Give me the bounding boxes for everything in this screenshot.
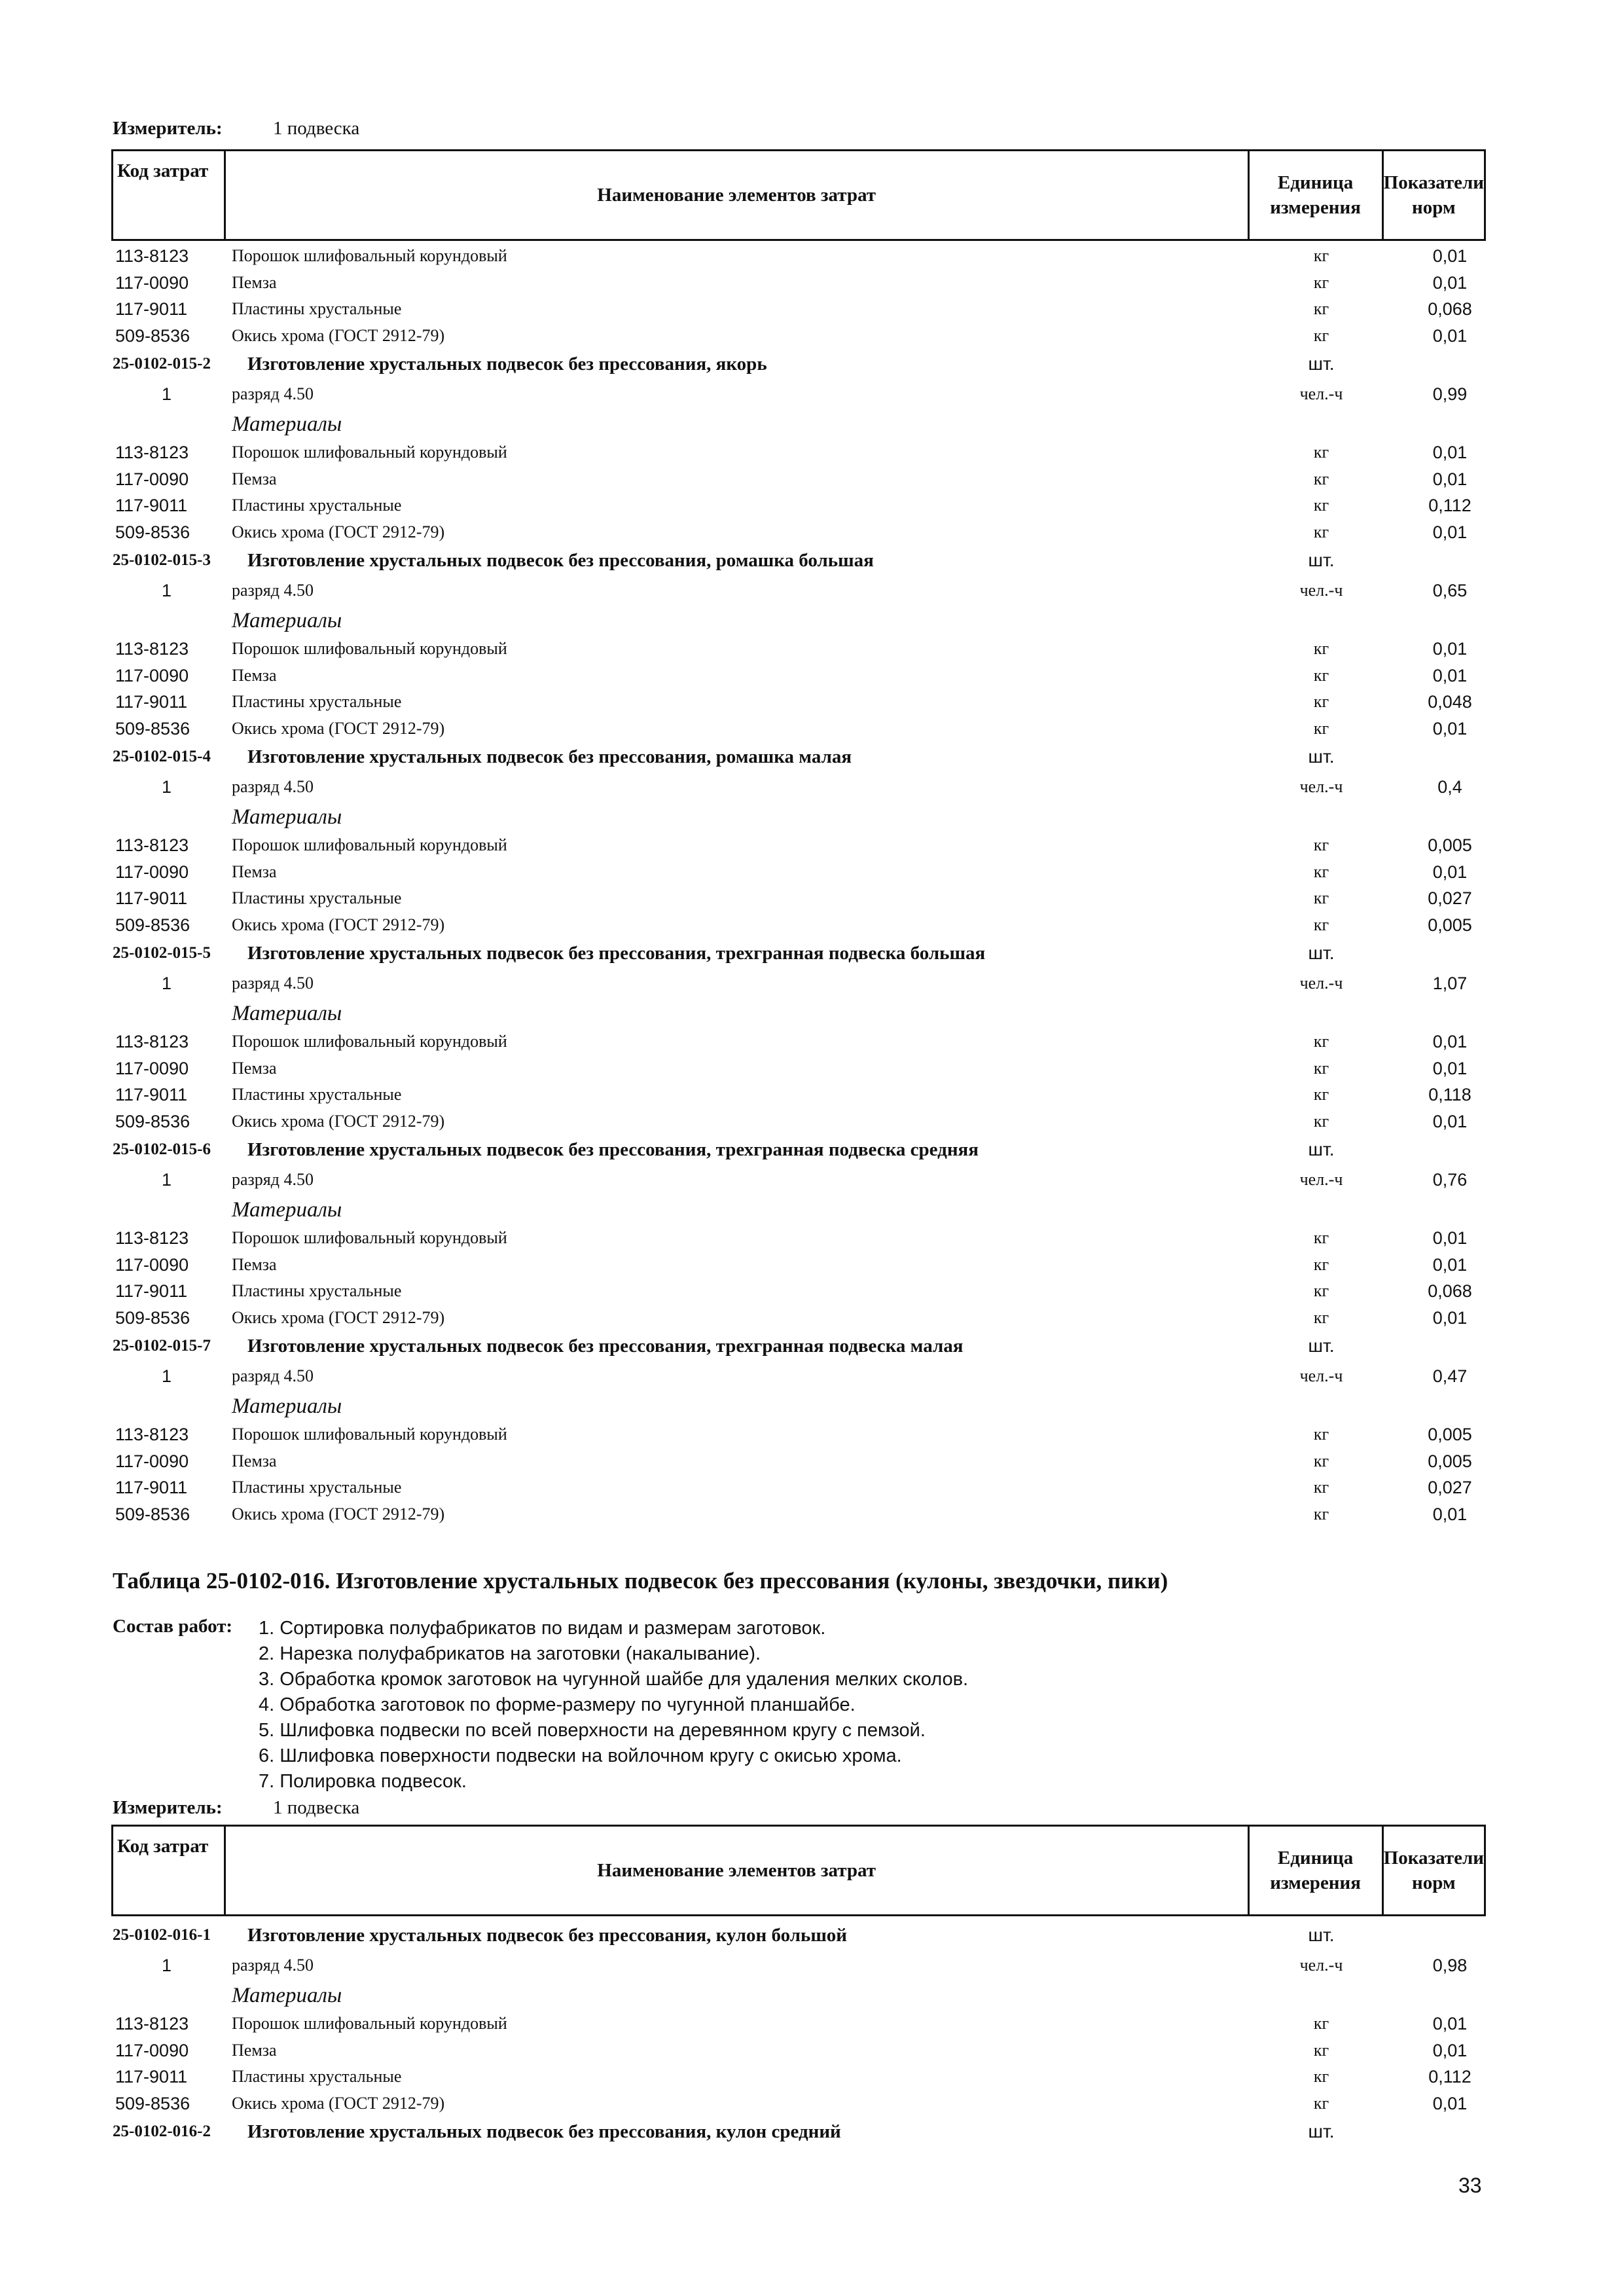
norm-value: 0,01 bbox=[1432, 1228, 1468, 1248]
cost-code: 117-0090 bbox=[115, 665, 189, 685]
element-name: Пемза bbox=[232, 469, 277, 488]
cost-code: 117-0090 bbox=[115, 1451, 189, 1471]
unit: кг bbox=[1313, 1451, 1329, 1470]
norm-value: 0,01 bbox=[1432, 325, 1468, 346]
unit: кг bbox=[1313, 522, 1329, 541]
measurer-value: 1 подвеска bbox=[273, 118, 360, 139]
table2-title: Таблица 25-0102-016. Изготовление хрустальных подвесок без прессования (кулоны, звездочки, пики) bbox=[113, 1568, 1168, 1594]
work-label: Состав работ: bbox=[113, 1616, 233, 1637]
table1-header bbox=[111, 149, 1486, 241]
norm-value: 0,01 bbox=[1432, 1111, 1468, 1131]
cost-code: 509-8536 bbox=[115, 522, 190, 542]
labor-row bbox=[111, 379, 1486, 409]
page-number: 33 bbox=[1458, 2174, 1482, 2197]
material-row bbox=[111, 1501, 1486, 1528]
unit: чел.-ч bbox=[1299, 1366, 1343, 1385]
element-name: Порошок шлифовальный корундовый bbox=[232, 1425, 507, 1444]
labor-number: 1 bbox=[162, 974, 172, 993]
header-name: Наименование элементов затрат bbox=[226, 151, 1250, 239]
element-name: Окись хрома (ГОСТ 2912-79) bbox=[232, 522, 445, 541]
work-item: 4. Обработка заготовок по форме-размеру по чугунной планшайбе. bbox=[259, 1694, 856, 1715]
cost-code: 509-8536 bbox=[115, 718, 190, 738]
header2-unit-line2: измерения bbox=[1270, 1872, 1361, 1893]
cost-code: 113-8123 bbox=[115, 1228, 189, 1248]
labor-row bbox=[111, 772, 1486, 802]
work-item: 7. Полировка подвесок. bbox=[259, 1771, 467, 1792]
materials-label-row bbox=[111, 606, 1486, 636]
unit: шт. bbox=[1308, 943, 1335, 963]
norm-code: 25-0102-015-4 bbox=[113, 748, 211, 765]
unit: кг bbox=[1313, 1111, 1329, 1131]
material-row bbox=[111, 663, 1486, 689]
element-name: Пемза bbox=[232, 272, 277, 292]
cost-code: 117-9011 bbox=[115, 1281, 188, 1301]
norm-code: 25-0102-015-7 bbox=[113, 1337, 211, 1355]
unit: шт. bbox=[1308, 354, 1335, 374]
element-name: Окись хрома (ГОСТ 2912-79) bbox=[232, 1307, 445, 1327]
element-name: Пластины хрустальные bbox=[232, 496, 402, 515]
material-row bbox=[111, 296, 1486, 323]
labor-row bbox=[111, 1165, 1486, 1195]
material-row bbox=[111, 832, 1486, 859]
unit: кг bbox=[1313, 835, 1329, 854]
norm-value: 0,4 bbox=[1437, 777, 1462, 797]
cost-code: 117-0090 bbox=[115, 1254, 189, 1275]
header-unit-line1: Единица bbox=[1277, 172, 1354, 193]
norm-value: 0,99 bbox=[1432, 384, 1468, 404]
unit: чел.-ч bbox=[1299, 1956, 1343, 1975]
unit: чел.-ч bbox=[1299, 777, 1343, 796]
unit: кг bbox=[1313, 1085, 1329, 1104]
norm-value: 0,01 bbox=[1432, 272, 1468, 293]
cost-code: 117-9011 bbox=[115, 496, 188, 515]
cost-code: 117-9011 bbox=[115, 299, 188, 319]
cost-code: 113-8123 bbox=[115, 1032, 189, 1051]
element-name: Окись хрома (ГОСТ 2912-79) bbox=[232, 1504, 445, 1523]
norm-heading-row bbox=[111, 545, 1486, 575]
norm-value: 0,005 bbox=[1428, 835, 1472, 855]
material-row bbox=[111, 1108, 1486, 1135]
material-row bbox=[111, 636, 1486, 663]
norm-code: 25-0102-016-2 bbox=[113, 2123, 211, 2140]
element-name: Пемза bbox=[232, 2040, 277, 2060]
norm-value: 0,01 bbox=[1432, 1307, 1468, 1328]
unit: кг bbox=[1313, 1032, 1329, 1051]
work-item: 2. Нарезка полуфабрикатов на заготовки (накалывание). bbox=[259, 1643, 761, 1664]
element-name: Порошок шлифовальный корундовый bbox=[232, 443, 507, 462]
cost-code: 117-0090 bbox=[115, 1058, 189, 1078]
material-row bbox=[111, 1278, 1486, 1305]
header-unit bbox=[1250, 151, 1384, 239]
materials-label-row bbox=[111, 1980, 1486, 2011]
element-name: Порошок шлифовальный корундовый bbox=[232, 2014, 507, 2033]
materials-label: Материалы bbox=[232, 412, 342, 436]
labor-row bbox=[111, 968, 1486, 998]
element-name: Пластины хрустальные bbox=[232, 299, 402, 318]
labor-row bbox=[111, 1950, 1486, 1980]
unit: кг bbox=[1313, 639, 1329, 658]
measurer-line-2 bbox=[113, 1797, 359, 1819]
norm-value: 0,01 bbox=[1432, 718, 1468, 738]
norm-value: 0,76 bbox=[1432, 1170, 1468, 1190]
norm-value: 0,112 bbox=[1428, 2067, 1471, 2086]
materials-label: Материалы bbox=[232, 1198, 342, 1222]
unit: кг bbox=[1313, 1425, 1329, 1444]
header2-norm bbox=[1384, 1827, 1484, 1914]
material-row bbox=[111, 519, 1486, 546]
cost-code: 117-9011 bbox=[115, 1478, 188, 1497]
table1-body bbox=[111, 243, 1486, 1527]
cost-code: 113-8123 bbox=[115, 639, 189, 659]
element-name: Окись хрома (ГОСТ 2912-79) bbox=[232, 1111, 445, 1131]
cost-code: 509-8536 bbox=[115, 1504, 190, 1524]
material-row bbox=[111, 1421, 1486, 1448]
material-row bbox=[111, 1305, 1486, 1332]
material-row bbox=[111, 1448, 1486, 1475]
unit: кг bbox=[1313, 1228, 1329, 1247]
norm-value: 1,07 bbox=[1432, 974, 1468, 993]
material-row bbox=[111, 1055, 1486, 1082]
norm-value: 0,01 bbox=[1432, 443, 1468, 462]
header-code: Код затрат bbox=[113, 151, 226, 239]
unit: кг bbox=[1313, 496, 1329, 515]
unit: кг bbox=[1313, 718, 1329, 738]
unit: чел.-ч bbox=[1299, 384, 1343, 403]
norm-value: 0,068 bbox=[1428, 1281, 1472, 1301]
unit: шт. bbox=[1308, 2121, 1335, 2141]
measurer-line-1 bbox=[113, 118, 359, 139]
labor-row bbox=[111, 1361, 1486, 1391]
norm-heading-row bbox=[111, 2117, 1486, 2147]
norm-value: 0,01 bbox=[1432, 469, 1468, 489]
labor-grade: разряд 4.50 bbox=[232, 777, 314, 796]
cost-code: 117-0090 bbox=[115, 862, 189, 882]
cost-code: 113-8123 bbox=[115, 443, 189, 462]
materials-label: Материалы bbox=[232, 805, 342, 829]
unit: кг bbox=[1313, 299, 1329, 318]
norm-heading-row bbox=[111, 938, 1486, 968]
element-name: Пластины хрустальные bbox=[232, 2067, 402, 2086]
work-item: 6. Шлифовка поверхности подвески на войлочном кругу с окисью хрома. bbox=[259, 1745, 902, 1766]
element-name: Окись хрома (ГОСТ 2912-79) bbox=[232, 2093, 445, 2113]
materials-label: Материалы bbox=[232, 609, 342, 632]
element-name: Порошок шлифовальный корундовый bbox=[232, 835, 507, 854]
measurer-value-2: 1 подвеска bbox=[273, 1797, 360, 1818]
norm-heading-row bbox=[111, 1920, 1486, 1950]
norm-value: 0,01 bbox=[1432, 2014, 1468, 2033]
element-name: Пемза bbox=[232, 1058, 277, 1078]
norm-value: 0,112 bbox=[1428, 496, 1471, 515]
labor-grade: разряд 4.50 bbox=[232, 384, 314, 403]
header2-unit bbox=[1250, 1827, 1384, 1914]
unit: кг bbox=[1313, 1307, 1329, 1327]
norm-title: Изготовление хрустальных подвесок без прессования, ромашка большая bbox=[247, 550, 874, 571]
labor-number: 1 bbox=[162, 1170, 172, 1190]
unit: кг bbox=[1313, 862, 1329, 881]
labor-grade: разряд 4.50 bbox=[232, 1170, 314, 1189]
header2-unit-line1: Единица bbox=[1277, 1848, 1354, 1868]
unit: кг bbox=[1313, 1254, 1329, 1274]
norm-value: 0,01 bbox=[1432, 522, 1468, 542]
material-row bbox=[111, 1474, 1486, 1501]
unit: чел.-ч bbox=[1299, 974, 1343, 993]
norm-value: 0,47 bbox=[1432, 1366, 1468, 1386]
norm-value: 0,027 bbox=[1428, 888, 1472, 908]
cost-code: 509-8536 bbox=[115, 915, 190, 935]
cost-code: 113-8123 bbox=[115, 835, 189, 855]
material-row bbox=[111, 716, 1486, 742]
materials-label-row bbox=[111, 802, 1486, 832]
material-row bbox=[111, 1252, 1486, 1279]
norm-title: Изготовление хрустальных подвесок без прессования, трехгранная подвеска малая bbox=[247, 1336, 964, 1357]
material-row bbox=[111, 912, 1486, 939]
norm-value: 0,01 bbox=[1432, 665, 1468, 685]
unit: чел.-ч bbox=[1299, 581, 1343, 600]
cost-code: 117-9011 bbox=[115, 692, 188, 712]
header-unit-line2: измерения bbox=[1270, 197, 1361, 218]
unit: чел.-ч bbox=[1299, 1170, 1343, 1189]
unit: кг bbox=[1313, 2040, 1329, 2060]
unit: кг bbox=[1313, 443, 1329, 462]
unit: шт. bbox=[1308, 1925, 1335, 1945]
header2-name: Наименование элементов затрат bbox=[226, 1827, 1250, 1914]
material-row bbox=[111, 2037, 1486, 2064]
unit: кг bbox=[1313, 1281, 1329, 1300]
cost-code: 509-8536 bbox=[115, 325, 190, 346]
material-row bbox=[111, 270, 1486, 297]
norm-value: 0,027 bbox=[1428, 1478, 1472, 1497]
norm-heading-row bbox=[111, 349, 1486, 379]
materials-label-row bbox=[111, 1391, 1486, 1421]
unit: кг bbox=[1313, 1504, 1329, 1523]
element-name: Порошок шлифовальный корундовый bbox=[232, 1228, 507, 1247]
header2-norm-line2: норм bbox=[1412, 1872, 1456, 1893]
work-item: 1. Сортировка полуфабрикатов по видам и размерам заготовок. bbox=[259, 1618, 826, 1639]
cost-code: 117-9011 bbox=[115, 2067, 188, 2086]
labor-number: 1 bbox=[162, 581, 172, 600]
table2-body bbox=[111, 1920, 1486, 2147]
element-name: Пластины хрустальные bbox=[232, 1478, 402, 1497]
material-row bbox=[111, 1082, 1486, 1108]
cost-code: 509-8536 bbox=[115, 2093, 190, 2113]
materials-label-row bbox=[111, 409, 1486, 439]
element-name: Окись хрома (ГОСТ 2912-79) bbox=[232, 325, 445, 345]
material-row bbox=[111, 2090, 1486, 2117]
header2-code: Код затрат bbox=[113, 1827, 226, 1914]
labor-number: 1 bbox=[162, 384, 172, 404]
norm-title: Изготовление хрустальных подвесок без прессования, кулон средний bbox=[247, 2121, 841, 2142]
header2-norm-line1: Показатели bbox=[1383, 1848, 1484, 1868]
norm-code: 25-0102-015-6 bbox=[113, 1140, 211, 1158]
norm-title: Изготовление хрустальных подвесок без прессования, якорь bbox=[247, 354, 767, 374]
work-item: 3. Обработка кромок заготовок на чугунной шайбе для удаления мелких сколов. bbox=[259, 1669, 969, 1690]
norm-title: Изготовление хрустальных подвесок без прессования, кулон большой bbox=[247, 1925, 848, 1946]
cost-code: 117-9011 bbox=[115, 888, 188, 908]
material-row bbox=[111, 2064, 1486, 2090]
cost-code: 509-8536 bbox=[115, 1307, 190, 1328]
unit: кг bbox=[1313, 325, 1329, 345]
norm-value: 0,01 bbox=[1432, 639, 1468, 659]
element-name: Порошок шлифовальный корундовый bbox=[232, 639, 507, 658]
unit: кг bbox=[1313, 246, 1329, 265]
norm-value: 0,98 bbox=[1432, 1956, 1468, 1975]
unit: кг bbox=[1313, 2014, 1329, 2033]
header-norm-line2: норм bbox=[1412, 197, 1456, 218]
element-name: Пластины хрустальные bbox=[232, 1281, 402, 1300]
material-row bbox=[111, 243, 1486, 270]
norm-heading-row bbox=[111, 1135, 1486, 1165]
element-name: Пластины хрустальные bbox=[232, 692, 402, 711]
unit: кг bbox=[1313, 915, 1329, 934]
materials-label: Материалы bbox=[232, 1984, 342, 2007]
labor-grade: разряд 4.50 bbox=[232, 1956, 314, 1975]
element-name: Пластины хрустальные bbox=[232, 1085, 402, 1104]
materials-label-row bbox=[111, 1195, 1486, 1225]
norm-value: 0,01 bbox=[1432, 2093, 1468, 2113]
element-name: Окись хрома (ГОСТ 2912-79) bbox=[232, 718, 445, 738]
unit: кг bbox=[1313, 888, 1329, 907]
norm-code: 25-0102-015-2 bbox=[113, 355, 211, 373]
labor-number: 1 bbox=[162, 777, 172, 797]
element-name: Порошок шлифовальный корундовый bbox=[232, 246, 507, 265]
measurer-label: Измеритель: bbox=[113, 118, 223, 139]
material-row bbox=[111, 439, 1486, 466]
norm-value: 0,01 bbox=[1432, 1032, 1468, 1051]
material-row bbox=[111, 689, 1486, 716]
unit: шт. bbox=[1308, 1336, 1335, 1356]
unit: кг bbox=[1313, 665, 1329, 685]
material-row bbox=[111, 466, 1486, 493]
norm-heading-row bbox=[111, 1331, 1486, 1361]
labor-grade: разряд 4.50 bbox=[232, 581, 314, 600]
element-name: Пемза bbox=[232, 665, 277, 685]
material-row bbox=[111, 492, 1486, 519]
unit: шт. bbox=[1308, 1139, 1335, 1159]
unit: кг bbox=[1313, 692, 1329, 711]
cost-code: 117-0090 bbox=[115, 469, 189, 489]
cost-code: 509-8536 bbox=[115, 1111, 190, 1131]
labor-row bbox=[111, 575, 1486, 606]
norm-value: 0,068 bbox=[1428, 299, 1472, 319]
norm-value: 0,118 bbox=[1428, 1085, 1471, 1104]
norm-code: 25-0102-016-1 bbox=[113, 1926, 211, 1944]
cost-code: 113-8123 bbox=[115, 2014, 189, 2033]
element-name: Порошок шлифовальный корундовый bbox=[232, 1032, 507, 1051]
unit: кг bbox=[1313, 2067, 1329, 2086]
norm-heading-row bbox=[111, 742, 1486, 772]
norm-value: 0,005 bbox=[1428, 1451, 1472, 1471]
norm-value: 0,01 bbox=[1432, 862, 1468, 882]
cost-code: 117-0090 bbox=[115, 272, 189, 293]
cost-code: 117-0090 bbox=[115, 2040, 189, 2060]
material-row bbox=[111, 323, 1486, 350]
unit: кг bbox=[1313, 2093, 1329, 2113]
labor-grade: разряд 4.50 bbox=[232, 1366, 314, 1385]
labor-number: 1 bbox=[162, 1956, 172, 1975]
materials-label: Материалы bbox=[232, 1002, 342, 1025]
element-name: Окись хрома (ГОСТ 2912-79) bbox=[232, 915, 445, 934]
norm-title: Изготовление хрустальных подвесок без прессования, трехгранная подвеска большая bbox=[247, 943, 986, 964]
unit: шт. bbox=[1308, 746, 1335, 767]
norm-value: 0,01 bbox=[1432, 2040, 1468, 2060]
unit: кг bbox=[1313, 1058, 1329, 1078]
norm-value: 0,005 bbox=[1428, 915, 1472, 935]
cost-code: 113-8123 bbox=[115, 246, 189, 266]
cost-code: 113-8123 bbox=[115, 1425, 189, 1444]
header-norm-line1: Показатели bbox=[1383, 172, 1484, 193]
norm-value: 0,01 bbox=[1432, 1058, 1468, 1078]
unit: кг bbox=[1313, 469, 1329, 488]
norm-value: 0,01 bbox=[1432, 246, 1468, 266]
element-name: Пемза bbox=[232, 1451, 277, 1470]
measurer-label-2: Измеритель: bbox=[113, 1797, 223, 1818]
element-name: Пластины хрустальные bbox=[232, 888, 402, 907]
norm-value: 0,048 bbox=[1428, 692, 1472, 712]
norm-value: 0,005 bbox=[1428, 1425, 1472, 1444]
material-row bbox=[111, 885, 1486, 912]
work-list bbox=[259, 1616, 968, 1795]
work-item: 5. Шлифовка подвески по всей поверхности на деревянном кругу с пемзой. bbox=[259, 1720, 926, 1741]
norm-value: 0,65 bbox=[1432, 581, 1468, 600]
unit: кг bbox=[1313, 1478, 1329, 1497]
material-row bbox=[111, 1225, 1486, 1252]
norm-value: 0,01 bbox=[1432, 1254, 1468, 1275]
element-name: Пемза bbox=[232, 1254, 277, 1274]
material-row bbox=[111, 1029, 1486, 1055]
norm-code: 25-0102-015-5 bbox=[113, 944, 211, 962]
material-row bbox=[111, 2011, 1486, 2037]
header-norm bbox=[1384, 151, 1484, 239]
materials-label-row bbox=[111, 998, 1486, 1029]
element-name: Пемза bbox=[232, 862, 277, 881]
norm-code: 25-0102-015-3 bbox=[113, 551, 211, 569]
labor-number: 1 bbox=[162, 1366, 172, 1386]
norm-title: Изготовление хрустальных подвесок без прессования, ромашка малая bbox=[247, 746, 852, 767]
table2-header bbox=[111, 1825, 1486, 1916]
unit: шт. bbox=[1308, 550, 1335, 570]
unit: кг bbox=[1313, 272, 1329, 292]
material-row bbox=[111, 859, 1486, 886]
materials-label: Материалы bbox=[232, 1394, 342, 1418]
norm-value: 0,01 bbox=[1432, 1504, 1468, 1524]
cost-code: 117-9011 bbox=[115, 1085, 188, 1104]
labor-grade: разряд 4.50 bbox=[232, 974, 314, 993]
norm-title: Изготовление хрустальных подвесок без прессования, трехгранная подвеска средняя bbox=[247, 1139, 979, 1160]
